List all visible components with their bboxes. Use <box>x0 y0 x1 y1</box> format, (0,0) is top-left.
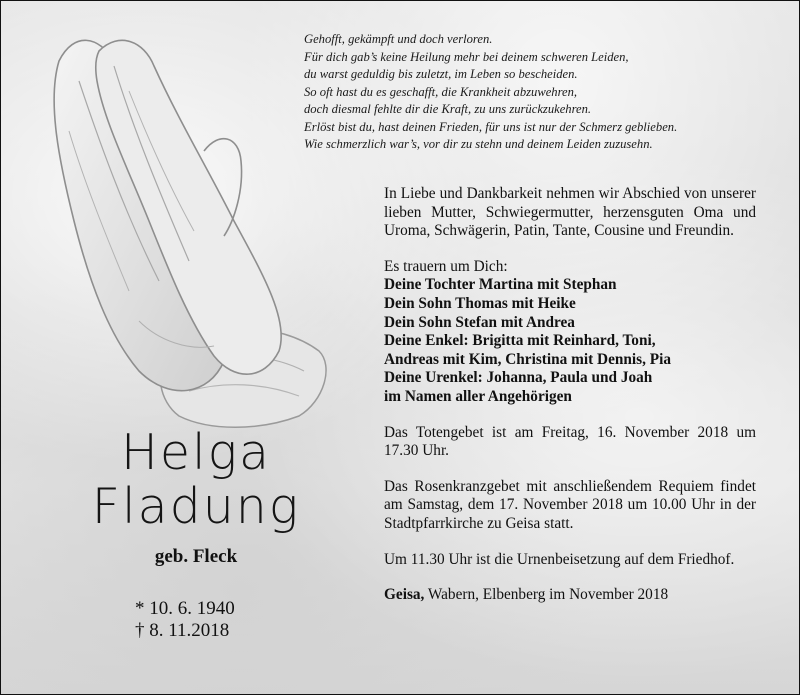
poem-line: Gehofft, gekämpft und doch verloren. <box>304 32 493 46</box>
mourner-line: Deine Tochter Martina mit Stephan <box>384 276 617 294</box>
first-name: Helga <box>120 424 272 481</box>
location-rest: Wabern, Elbenberg im November 2018 <box>424 586 669 604</box>
mourner-line: Deine Urenkel: Johanna, Paula und Joah <box>384 369 653 387</box>
burial-info: Um 11.30 Uhr ist die Urnenbeisetzung auf dem Friedhof. <box>384 550 735 568</box>
mourner-line: Dein Sohn Stefan mit Andrea <box>384 313 575 331</box>
location-date-line <box>384 586 756 605</box>
prayer-info: Das Totengebet ist am Freitag, 16. November 2018 um 17.30 Uhr. <box>384 423 756 460</box>
mourner-line: Deine Enkel: Brigitta mit Reinhard, Toni, <box>384 332 656 350</box>
mourner-line: Dein Sohn Thomas mit Heike <box>384 294 576 312</box>
birth-date: * 10. 6. 1940 <box>135 598 235 619</box>
death-date: † 8. 11.2018 <box>135 620 230 641</box>
life-dates <box>135 598 235 642</box>
farewell-text: In Liebe und Dankbarkeit nehmen wir Abschied von unserer lieben Mutter, Schwiegermutter, herzensguten Oma und Uroma, Schwägerin, Patin, Tante, Cousine und Freundin. <box>384 185 756 240</box>
poem-line: Erlöst bist du, hast deinen Frieden, für uns ist nur der Schmerz geblieben. <box>304 119 678 134</box>
notice-text-column <box>384 185 756 605</box>
mourner-line: Andreas mit Kim, Christina mit Dennis, Pia <box>384 350 671 368</box>
mourner-line: im Namen aller Angehörigen <box>384 387 572 405</box>
deceased-name-block <box>61 426 331 568</box>
poem-line: du warst geduldig bis zuletzt, im Leben so bescheiden. <box>304 67 578 81</box>
poem-line: doch diesmal fehlte dir die Kraft, zu uns zurückzukehren. <box>304 102 592 116</box>
requiem-info: Das Rosenkranzgebet mit anschließendem Requiem findet am Samstag, dem 17. November 2018 um 10.00 Uhr in der Stadtpfarrkirche zu Geisa statt. <box>384 477 756 532</box>
location-town: Geisa, <box>384 586 425 604</box>
poem-line: Wie schmerzlich war’s, vor dir zu stehn und deinem Leiden zuzusehn. <box>304 137 653 151</box>
mourners-block <box>384 258 756 407</box>
maiden-name: geb. Fleck <box>154 546 238 567</box>
poem-line: Für dich gab’s keine Heilung mehr bei deinem schweren Leiden, <box>304 49 629 64</box>
mourners-heading: Es trauern um Dich: <box>384 257 508 275</box>
last-name: Fladung <box>91 478 301 535</box>
poem-line: So oft hast du es geschafft, die Krankheit abzuwehren, <box>304 84 578 99</box>
poem <box>304 31 784 154</box>
